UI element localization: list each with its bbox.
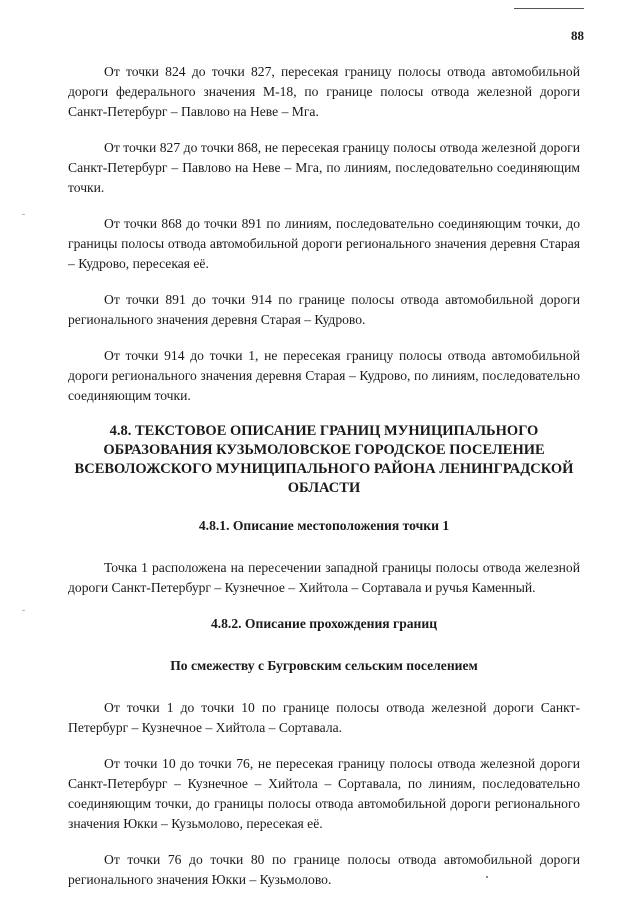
paragraph: От точки 827 до точки 868, не пересекая границу полосы отвода железной дороги Санкт-Петербург – Павлово на Неве – Мга, по линиям, последовательно соединяющим точки. [68,140,580,195]
subsection-heading: 4.8.1. Описание местоположения точки 1 [198,518,450,533]
section-heading: 4.8. ТЕКСТОВОЕ ОПИСАНИЕ ГРАНИЦ МУНИЦИПАЛЬНОГО ОБРАЗОВАНИЯ КУЗЬМОЛОВСКОЕ ГОРОДСКОЕ ПОСЕЛЕНИЕ ВСЕВОЛОЖСКОГО МУНИЦИПАЛЬНОГО РАЙОНА ЛЕНИНГРАДСКОЙ ОБЛАСТИ [74,423,574,496]
paragraph: От точки 1 до точки 10 по границе полосы отвода железной дороги Санкт-Петербург – Кузнечное – Хийтола – Сортавала. [68,700,580,735]
margin-mark [22,214,25,215]
paragraph: От точки 868 до точки 891 по линиям, последовательно соединяющим точки, до границы полосы отвода автомобильной дороги регионального значения деревня Старая – Кудрово, пересекая её. [68,216,580,271]
paragraph: От точки 10 до точки 76, не пересекая границу полосы отвода железной дороги Санкт-Петербург – Кузнечное – Хийтола – Сортавала, по линиям, последовательно соединяющим точки, до границы полосы отвода автомобильной дороги регионального значения Юкки – Кузьмолово, пересекая её. [68,756,580,831]
paragraph: От точки 914 до точки 1, не пересекая границу полосы отвода автомобильной дороги регионального значения деревня Старая – Кудрово, по линиям, последовательно соединяющим точки. [68,348,580,403]
scan-artifact [486,876,488,878]
document-body [68,62,580,906]
paragraph: От точки 891 до точки 914 по границе полосы отвода автомобильной дороги регионального значения деревня Старая – Кудрово. [68,292,580,327]
header-rule [514,8,584,9]
paragraph: От точки 76 до точки 80 по границе полосы отвода автомобильной дороги регионального значения Юкки – Кузьмолово. [68,852,580,887]
margin-mark [22,610,25,611]
paragraph: Точка 1 расположена на пересечении западной границы полосы отвода железной дороги Санкт-Петербург – Кузнечное – Хийтола – Сортавала и ручья Каменный. [68,560,580,595]
subsection-heading: 4.8.2. Описание прохождения границ [210,616,438,631]
page-number: 88 [571,28,584,43]
paragraph: От точки 824 до точки 827, пересекая границу полосы отвода автомобильной дороги федерального значения М-18, по границе полосы отвода железной дороги Санкт-Петербург – Павлово на Неве – Мга. [68,64,580,119]
adjacency-heading: По смежеству с Бугровским сельским поселением [170,658,478,673]
